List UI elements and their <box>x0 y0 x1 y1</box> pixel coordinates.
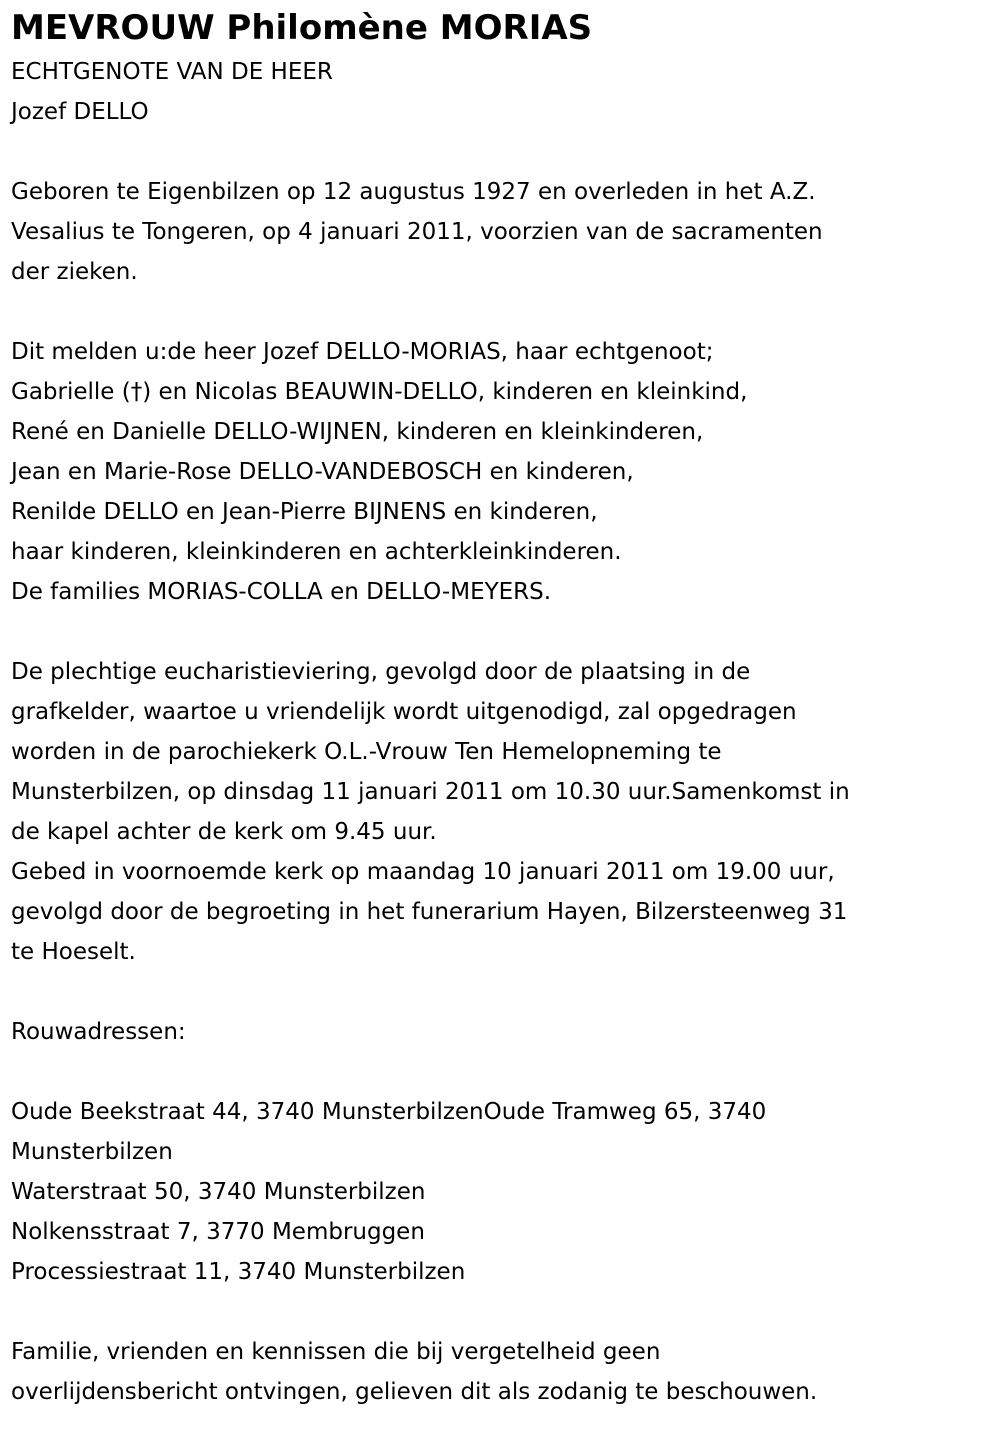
paragraph-line: te Hoeselt. <box>11 939 136 965</box>
paragraph-line: gevolgd door de begroeting in het funerarium Hayen, Bilzersteenweg 31 <box>11 899 848 925</box>
addresses-heading: Rouwadressen: <box>11 1019 186 1045</box>
paragraph-gap <box>11 1052 991 1092</box>
paragraph-line: Dit melden u:de heer Jozef DELLO-MORIAS, haar echtgenoot; <box>11 339 714 365</box>
paragraph-line: René en Danielle DELLO-WIJNEN, kinderen en kleinkinderen, <box>11 419 704 445</box>
address-line: Nolkensstraat 7, 3770 Membruggen <box>11 1219 425 1245</box>
paragraph-line: De families MORIAS-COLLA en DELLO-MEYERS. <box>11 579 552 605</box>
paragraph-line: Geboren te Eigenbilzen op 12 augustus 1927 en overleden in het A.Z. <box>11 179 816 205</box>
paragraph-gap <box>11 132 991 172</box>
paragraph-gap <box>11 1292 991 1332</box>
paragraph-line: Vesalius te Tongeren, op 4 januari 2011, voorzien van de sacramenten <box>11 219 823 245</box>
address-line: Oude Beekstraat 44, 3740 MunsterbilzenOude Tramweg 65, 3740 <box>11 1099 767 1125</box>
paragraph-line: Jean en Marie-Rose DELLO-VANDEBOSCH en kinderen, <box>11 459 634 485</box>
birth-death-paragraph <box>11 172 991 292</box>
paragraph-line: Gebed in voornoemde kerk op maandag 10 januari 2011 om 19.00 uur, <box>11 859 835 885</box>
spouse-section <box>11 52 991 132</box>
paragraph-line: worden in de parochiekerk O.L.-Vrouw Ten Hemelopneming te <box>11 739 722 765</box>
closing-paragraph <box>11 1332 991 1412</box>
death-notice <box>11 4 991 1412</box>
paragraph-gap <box>11 292 991 332</box>
paragraph-line: De plechtige eucharistieviering, gevolgd door de plaatsing in de <box>11 659 751 685</box>
paragraph-gap <box>11 612 991 652</box>
ceremony-paragraph <box>11 652 991 972</box>
address-line: Processiestraat 11, 3740 Munsterbilzen <box>11 1259 466 1285</box>
paragraph-line: Gabrielle (†) en Nicolas BEAUWIN-DELLO, kinderen en kleinkind, <box>11 379 748 405</box>
paragraph-gap <box>11 972 991 1012</box>
paragraph-line: grafkelder, waartoe u vriendelijk wordt uitgenodigd, zal opgedragen <box>11 699 797 725</box>
paragraph-line: Renilde DELLO en Jean-Pierre BIJNENS en kinderen, <box>11 499 598 525</box>
paragraph-line: Familie, vrienden en kennissen die bij vergetelheid geen <box>11 1339 661 1365</box>
addresses-list <box>11 1092 991 1292</box>
paragraph-line: de kapel achter de kerk om 9.45 uur. <box>11 819 437 845</box>
paragraph-line: overlijdensbericht ontvingen, gelieven dit als zodanig te beschouwen. <box>11 1379 818 1405</box>
announcers-paragraph <box>11 332 991 612</box>
address-line: Munsterbilzen <box>11 1139 173 1165</box>
address-line: Waterstraat 50, 3740 Munsterbilzen <box>11 1179 426 1205</box>
paragraph-line: der zieken. <box>11 259 138 285</box>
spouse-line: Jozef DELLO <box>11 99 149 125</box>
paragraph-line: haar kinderen, kleinkinderen en achterkleinkinderen. <box>11 539 622 565</box>
paragraph-line: Munsterbilzen, op dinsdag 11 januari 2011 om 10.30 uur.Samenkomst in <box>11 779 850 805</box>
spouse-line: ECHTGENOTE VAN DE HEER <box>11 59 333 85</box>
notice-title: MEVROUW Philomène MORIAS <box>11 8 593 48</box>
